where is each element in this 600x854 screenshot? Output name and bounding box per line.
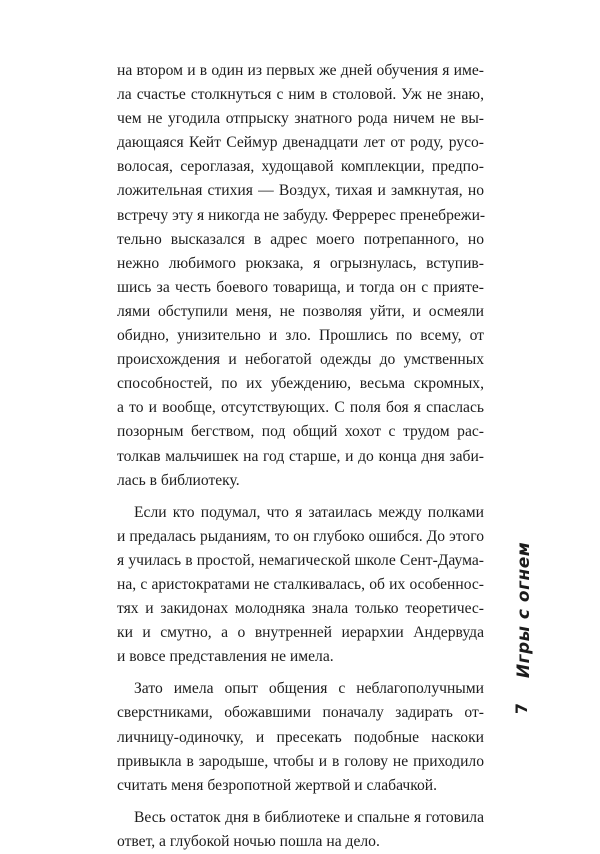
paragraph	[117, 59, 484, 493]
text-line: шись за честь боевого товарища, и тогда он с прияте-	[117, 278, 484, 296]
text-line: Зато имела опыт общения с неблагополучными	[134, 680, 484, 698]
text-line: чем не угодила отпрыску знатного рода ничем не вы-	[117, 110, 484, 128]
page-number	[511, 697, 533, 719]
text-line: считать меня безропотной жертвой и слабачкой.	[117, 776, 438, 794]
text-line: сверстниками, обожавшими поначалу задирать от-	[117, 704, 484, 722]
text-line: дающаяся Кейт Сеймур двенадцати лет от роду, русо-	[117, 134, 484, 152]
paragraph-gap	[117, 493, 484, 501]
text-line: на втором и в один из первых же дней обучения я име-	[117, 62, 484, 79]
text-line: обидно, унизительно и зло. Прошлись по всему, от	[117, 327, 484, 345]
text-line: лась в библиотеку.	[117, 471, 240, 489]
text-line: волосая, сероглазая, худощавой комплекции, предпо-	[117, 158, 484, 176]
text-line: Весь остаток дня в библиотеке и спальне я готовила	[134, 808, 484, 826]
text-line: личницу-одиночку, и пресекать подобные наскоки	[117, 728, 484, 746]
text-line: тельно высказался в адрес моего потрепанного, но	[117, 230, 484, 248]
running-title	[514, 540, 534, 680]
paragraph-gap	[117, 669, 484, 677]
paragraph	[117, 501, 484, 670]
text-line: способностей, по их убеждению, весьма скромных,	[117, 375, 484, 393]
text-line: ложительная стихия — Воздух, тихая и замкнутая, но	[117, 182, 484, 200]
paragraph	[117, 677, 484, 797]
paragraph-gap	[117, 798, 484, 806]
text-line: встречу эту я никогда не забуду. Ферререс пренебрежи-	[117, 206, 486, 224]
paragraph	[117, 806, 484, 854]
text-line: и предалась рыданиям, то он глубоко ошибся. До этого	[117, 527, 484, 545]
text-line: происхождения и небогатой одежды до умственных	[117, 351, 484, 369]
text-line: ла счастье столкнуться с ним в столовой. Уж не знаю,	[117, 86, 484, 104]
text-line: привыкла в зародыше, чтобы и в голову не приходило	[117, 752, 484, 770]
text-line: и вовсе представления не имела.	[117, 648, 334, 666]
text-line: лями обступили меня, не позволяя уйти, и осмеяли	[117, 302, 484, 320]
text-line: тях и закидонах молодняка знала только теоретичес-	[117, 600, 484, 618]
page-number-text: 7	[512, 702, 532, 714]
text-line: позорным бегством, под общий хохот с трудом рас-	[117, 423, 484, 441]
text-line: толкав мальчишек на год старше, и до конца дня заби-	[117, 447, 484, 465]
text-line: я училась в простой, немагической школе Сент-Даума-	[117, 551, 484, 569]
body-text	[117, 59, 484, 854]
text-line: на, с аристократами не сталкивалась, об их особеннос-	[117, 575, 484, 593]
running-title-text: Игры с огнем	[514, 541, 534, 679]
text-line: нежно любимого рюкзака, я огрызнулась, вступив-	[117, 254, 484, 272]
text-line: ответ, а глубокой ночью пошла на дело.	[117, 832, 380, 850]
text-line: Если кто подумал, что я затаилась между полками	[134, 503, 484, 521]
text-line: ки и смутно, а о внутренней иерархии Андервуда	[117, 624, 484, 642]
text-line: а то и вообще, отсутствующих. С поля боя я спаслась	[117, 399, 484, 417]
